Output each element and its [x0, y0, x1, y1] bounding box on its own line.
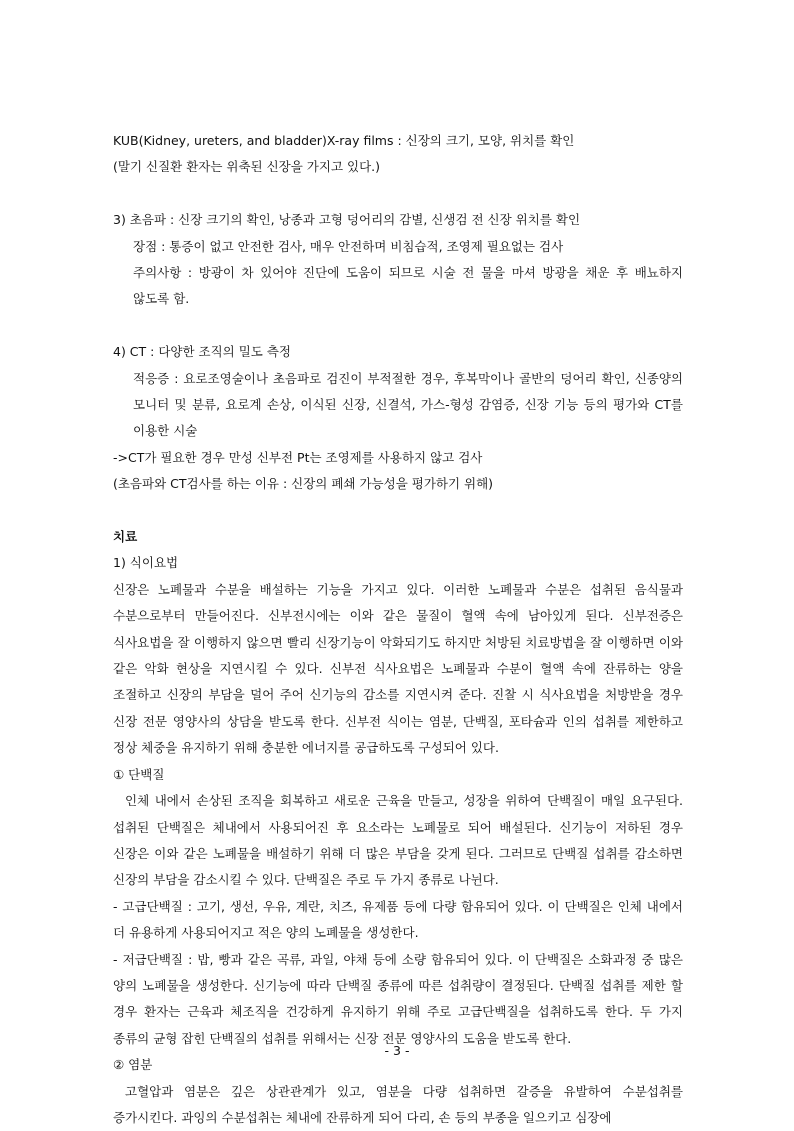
ultrasound-pros: 장점 : 통증이 없고 안전한 검사, 매우 안전하며 비침습적, 조영제 필요없는 검사: [133, 238, 564, 254]
spacer: [113, 313, 683, 339]
page-body: [113, 128, 683, 1131]
salt-title: ② 염분: [113, 1057, 153, 1073]
kub-line: KUB(Kidney, ureters, and bladder)X-ray films : 신장의 크기, 모양, 위치를 확인: [113, 133, 575, 148]
protein-high-grade: - 고급단백질 : 고기, 생선, 우유, 계란, 치즈, 유제품 등에 다량 함유되어 있다. 이 단백질은 인체 내에서 더 유용하게 사용되어지고 적은 양의 노폐물을 생성한다.: [113, 898, 683, 941]
ct-title: 4) CT : 다양한 조직의 밀도 측정: [113, 344, 291, 360]
ct-note: ->CT가 필요한 경우 만성 신부전 Pt는 조영제를 사용하지 않고 검사: [113, 449, 483, 465]
spacer: [113, 498, 683, 524]
ultrasound-caution: 주의사항 : 방광이 차 있어야 진단에 도움이 되므로 시술 전 물을 마셔 방광을 채운 후 배뇨하지 않도록 함.: [133, 265, 683, 307]
treatment-heading: 치료: [113, 529, 138, 545]
protein-title: ① 단백질: [113, 766, 165, 782]
ct-indication: 적응증 : 요로조영술이나 초음파로 검진이 부적절한 경우, 후복막이나 골반의 덩어리 확인, 신종양의 모니터 및 분류, 요로계 손상, 이식된 신장, 신결석, 가스-형성 감염증, 신장 기능 등의 평가와 CT를 이용한 시술: [133, 370, 683, 439]
diet-paragraph: 신장은 노폐물과 수분을 배설하는 기능을 가지고 있다. 이러한 노폐물과 수분은 섭취된 음식물과 수분으로부터 만들어진다. 신부전시에는 이와 같은 물질이 혈액 속에 남아있게 된다. 신부전증은 식사요법을 잘 이행하지 않으면 빨리 신장기능이 악화되기도 하지만 처방된 치료방법을 잘 이행하면 이와 같은 악화 현상을 지연시킬 수 있다. 신부전 식사요법은 노폐물과 수분이 혈액 속에 잔류하는 양을 조절하고 신장의 부담을 덜어 주어 신기능의 감소를 지연시켜 준다. 진찰 시 식사요법을 처방받을 경우 신장 전문 영양사의 상담을 받도록 한다. 신부전 식이는 염분, 단백질, 포타슘과 인의 섭취를 제한하고 정상 체중을 유지하기 위해 충분한 에너지를 공급하도록 구성되어 있다.: [113, 581, 683, 756]
ultrasound-title: 3) 초음파 : 신장 크기의 확인, 낭종과 고형 덩어리의 감별, 신생검 전 신장 위치를 확인: [113, 212, 581, 228]
ct-reason: (초음파와 CT검사를 하는 이유 : 신장의 폐쇄 가능성을 평가하기 위해): [113, 476, 494, 492]
kub-note: (말기 신질환 환자는 위축된 신장을 가지고 있다.): [113, 159, 380, 175]
page-number: - 3 -: [384, 1043, 410, 1058]
spacer: [113, 181, 683, 207]
diet-title: 1) 식이요법: [113, 555, 179, 571]
protein-paragraph: 인체 내에서 손상된 조직을 회복하고 새로운 근육을 만들고, 성장을 위하여 단백질이 매일 요구된다. 섭취된 단백질은 체내에서 사용되어진 후 요소라는 노폐물로 되어 배설된다. 신기능이 저하된 경우 신장은 이와 같은 노폐물을 배설하기 위해 더 많은 부담을 갖게 된다. 그러므로 단백질 섭취를 감소하면 신장의 부담을 감소시킬 수 있다. 단백질은 주로 두 가지 종류로 나뉜다.: [113, 793, 683, 888]
protein-low-grade: - 저급단백질 : 밥, 빵과 같은 곡류, 과일, 야채 등에 소량 함유되어 있다. 이 단백질은 소화과정 중 많은 양의 노폐물을 생성한다. 신기능에 따라 단백질 종류에 따른 섭취량이 결정된다. 단백질 섭취를 제한 할 경우 환자는 근육과 체조직을 건강하게 유지하기 위해 주로 고급단백질을 섭취하도록 한다. 두 가지 종류의 균형 잡힌 단백질의 섭취를 위해서는 신장 전문 영양사의 도움을 받도록 한다.: [113, 951, 683, 1046]
salt-paragraph: 고혈압과 염분은 깊은 상관관계가 있고, 염분을 다량 섭취하면 갈증을 유발하여 수분섭취를 증가시킨다. 과잉의 수분섭취는 체내에 잔류하게 되어 다리, 손 등의 부종을 일으키고 심장에: [113, 1083, 683, 1125]
